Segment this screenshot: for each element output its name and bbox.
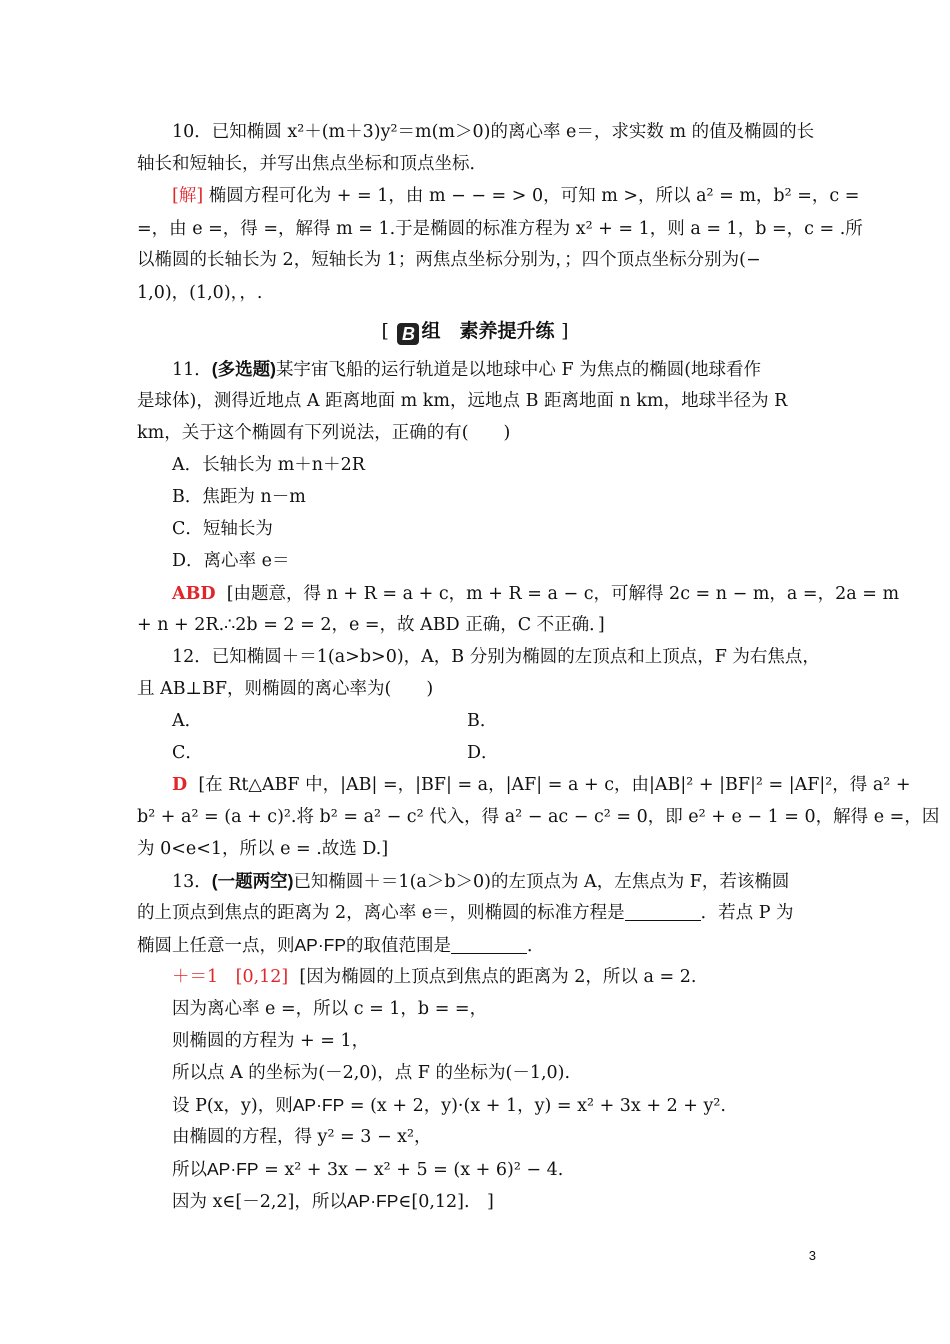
q11-number: 11． (172, 360, 212, 380)
q11-tag: (多选题) (211, 359, 276, 379)
q12-line1: 12．已知椭圆＋＝1(a>b>0)，A，B 分别为椭圆的左顶点和上顶点，F 为右焦点， (172, 647, 820, 667)
q11-answer: ABD (172, 584, 216, 604)
q12-solution1: [在 Rt△ABF 中，|AB| =，|BF| = a，|AF| = a + c，由|AB|² + |BF|² = |AF|²，得 a² + (198, 775, 911, 795)
vector-expression: AP·FP (207, 1159, 259, 1179)
q10-solution-line1 (172, 183, 859, 209)
section-title: 组 素养提升练 (421, 320, 555, 342)
q13-text3b: 的取值范围是 (346, 936, 452, 956)
q12-answer-line3: 为 0<e<1，所以 e = .故选 D.] (137, 839, 389, 859)
q11-text1: 某宇宙飞船的运行轨道是以地球中心 F 为焦点的椭圆(地球看作 (275, 360, 762, 380)
q11-option-a: A．长轴长为 m＋n＋2R (172, 455, 365, 475)
q11-answer-line1 (172, 581, 899, 607)
q11-option-b: B．焦距为 n－m (172, 487, 306, 507)
q13-line3 (137, 932, 545, 959)
q10-solution-text1: 椭圆方程可化为 + = 1，由 m − − = > 0，可知 m >，所以 a² = m，b² =，c = (208, 186, 860, 206)
q11-line1 (172, 356, 761, 383)
q12-answer-line2: b² + a² = (a + c)².将 b² = a² − c² 代入，得 a² − ac − c² = 0，即 e² + e − 1 = 0，解得 e =，因 (137, 807, 940, 827)
q10-solution-line4: 1,0)，(1,0)，，. (137, 283, 263, 303)
q13-s7a: 所以 (172, 1160, 207, 1180)
q13-text3a: 椭圆上任意一点，则 (137, 936, 295, 956)
q13-tag: (一题两空) (211, 871, 294, 891)
q11-line2: 是球体)，测得近地点 A 距离地面 m km，远地点 B 距离地面 n km，地球半径为 R (137, 391, 788, 411)
q12-line2: 且 AB⊥BF，则椭圆的离心率为( ) (137, 679, 434, 699)
q12-answer: D (172, 775, 188, 795)
solution-tag: [解] (172, 186, 204, 206)
q13-solution-line8 (172, 1188, 494, 1215)
section-b-badge: B (397, 323, 419, 345)
q13-solution1: [因为椭圆的上顶点到焦点的距离为 2，所以 a = 2. (299, 967, 697, 987)
q13-answer: ＋＝1 [0,12] (172, 967, 289, 987)
vector-expression: AP·FP (294, 935, 347, 955)
section-header (0, 316, 950, 345)
q13-line2 (137, 900, 794, 926)
q13-number: 13． (172, 872, 212, 892)
q10-line1: 10．已知椭圆 x²＋(m＋3)y²＝m(m＞0)的离心率 e＝，求实数 m 的值及椭圆的长 (172, 122, 815, 142)
section-bracket-open: [ (381, 320, 389, 342)
q13-solution-line5 (172, 1092, 726, 1119)
answer-blank-2 (451, 935, 527, 954)
q10-solution-line3: 以椭圆的长轴长为 2，短轴长为 1；两焦点坐标分别为，；四个顶点坐标分别为(− (137, 250, 761, 270)
q10-solution-line2: =，由 e =，得 =，解得 m = 1.于是椭圆的标准方程为 x² + = 1，则 a = 1，b =，c = .所 (137, 219, 863, 239)
q13-line1 (172, 868, 789, 895)
q11-answer-line2: + n + 2R.∴2b = 2 = 2，e =，故 ABD 正确，C 不正确．] (137, 615, 605, 635)
q13-solution-line6: 由椭圆的方程，得 y² = 3 − x²， (172, 1127, 432, 1147)
q13-text3c: ． (527, 936, 545, 956)
section-bracket-close: ] (561, 320, 569, 342)
q13-solution-line4: 所以点 A 的坐标为(－2,0)，点 F 的坐标为(－1,0). (172, 1063, 571, 1083)
vector-expression: AP·FP (292, 1095, 345, 1115)
q13-s5b: = (x + 2，y)·(x + 1，y) = x² + 3x + 2 + y². (349, 1096, 726, 1116)
q13-solution-line3: 则椭圆的方程为 + = 1， (172, 1031, 370, 1051)
q11-option-c: C．短轴长为 (172, 519, 273, 539)
q12-answer-line1 (172, 772, 911, 798)
q13-s5a: 设 P(x，y)，则 (172, 1096, 293, 1116)
q12-option-c: C． (172, 743, 203, 763)
q10-line2: 轴长和短轴长，并写出焦点坐标和顶点坐标． (137, 154, 487, 174)
q13-solution-line7 (172, 1156, 563, 1183)
q13-text1: 已知椭圆＋＝1(a＞b＞0)的左顶点为 A，左焦点为 F，若该椭圆 (293, 872, 790, 892)
q13-answer-line1 (172, 964, 696, 990)
q11-option-d: D．离心率 e＝ (172, 551, 290, 571)
q13-s8b: ∈[0,12]. ] (398, 1192, 494, 1212)
answer-blank-1 (625, 902, 701, 921)
q11-line3: km，关于这个椭圆有下列说法，正确的有( ) (137, 423, 511, 443)
q13-s7b: = x² + 3x − x² + 5 = (x + 6)² − 4. (264, 1160, 564, 1180)
page-number: 3 (808, 1248, 816, 1263)
q13-solution-line2: 因为离心率 e =，所以 c = 1，b = =， (172, 999, 488, 1019)
vector-expression: AP·FP (346, 1191, 399, 1211)
q12-option-a: A． (172, 711, 203, 731)
q13-text2a: 的上顶点到焦点的距离为 2，离心率 e＝，则椭圆的标准方程是 (137, 903, 625, 923)
q13-text2b: ．若点 P 为 (700, 903, 794, 923)
q12-option-d: D． (467, 743, 499, 763)
q13-s8a: 因为 x∈[－2,2]，所以 (172, 1192, 347, 1212)
q12-option-b: B． (467, 711, 498, 731)
q11-solution1: [由题意，得 n + R = a + c，m + R = a − c，可解得 2c = n − m，a =，2a = m (226, 584, 900, 604)
